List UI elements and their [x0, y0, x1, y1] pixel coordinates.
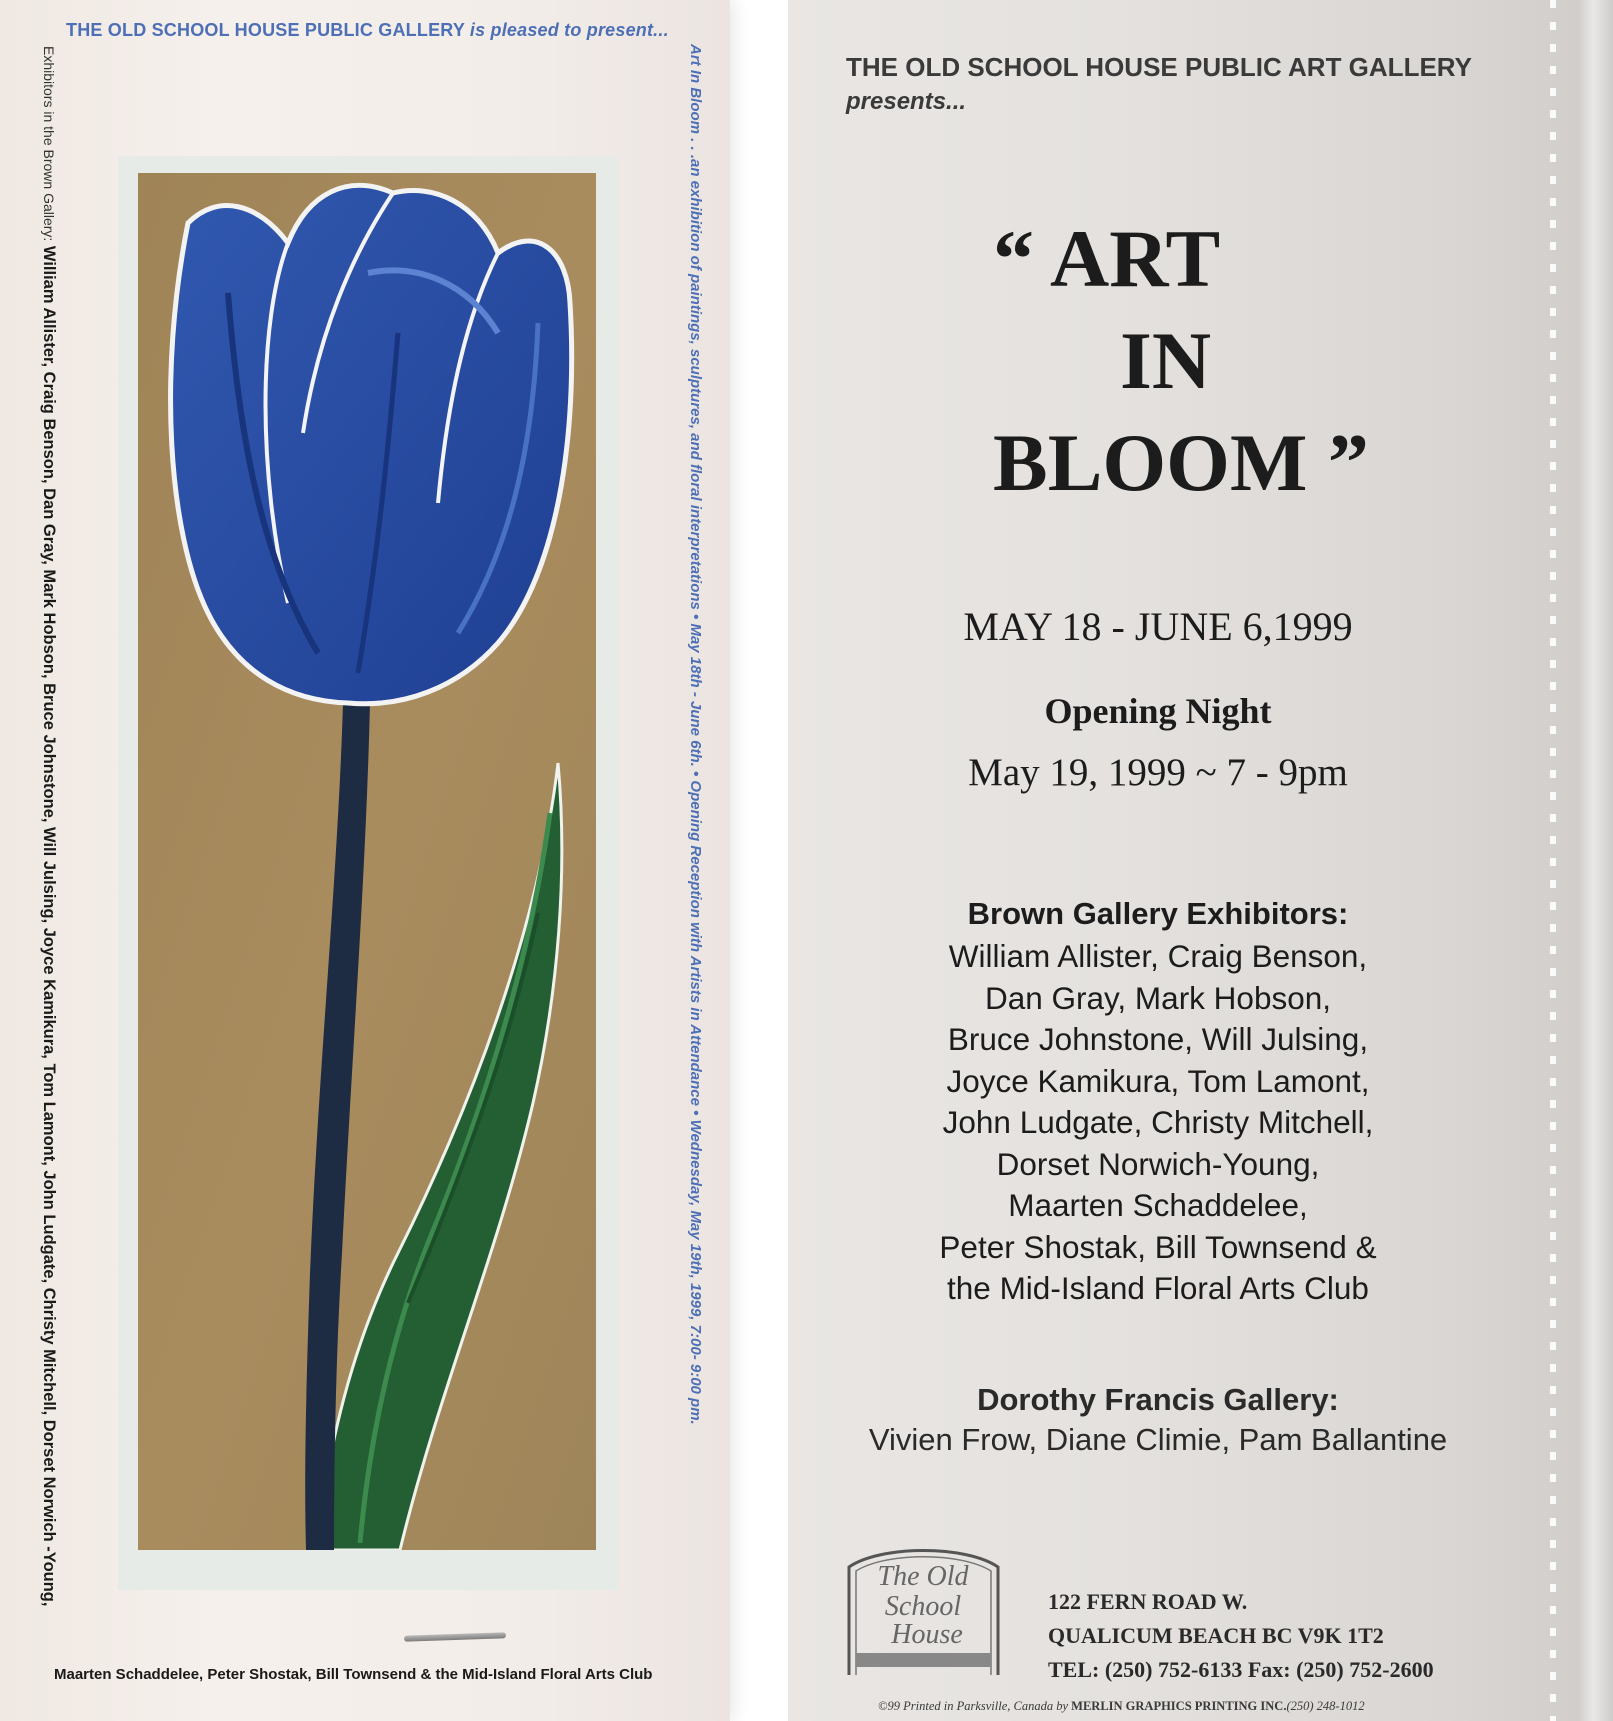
brochure-back — [788, 0, 1613, 1721]
opening-night-label: Opening Night — [1044, 691, 1272, 731]
tulip-flower — [171, 185, 572, 703]
front-header-gallery: THE OLD SCHOOL HOUSE PUBLIC GALLERY — [66, 20, 465, 40]
dorothy-francis-names: Vivien Frow, Diane Climie, Pam Ballantine — [868, 1422, 1448, 1457]
exhibitor-line: Dan Gray, Mark Hobson, — [984, 979, 1332, 1016]
exhibitor-line: William Allister, Craig Benson, — [948, 938, 1368, 974]
front-header — [66, 20, 716, 41]
printer-credit — [878, 1699, 1365, 1714]
plastic-sleeve-edge — [1550, 0, 1556, 1721]
tulip-artwork-icon — [138, 173, 596, 1550]
exhibitor-line: Bruce Johnstone, Will Julsing, — [947, 1021, 1369, 1057]
exhibitor-line: the Mid-Island Floral Arts Club — [947, 1270, 1369, 1306]
printer-company: MERLIN GRAPHICS PRINTING INC. — [1071, 1699, 1287, 1713]
front-side-names: William Allister, Craig Benson, Dan Gray, Mark Hobson, Bruce Johnstone, Will Julsing, Joyce Kamikura, Tom Lamont, John Ludgate, Christy Mitchell, Dorset Norwich -Young, — [40, 245, 58, 1607]
address-street: 122 FERN ROAD W. — [1048, 1589, 1248, 1614]
printer-prefix: ©99 Printed in Parksville, Canada by — [878, 1699, 1069, 1713]
exhibitor-line: John Ludgate, Christy Mitchell, — [942, 1104, 1374, 1140]
exhibitor-line: Peter Shostak, Bill Townsend & — [939, 1228, 1377, 1265]
old-school-house-logo-icon — [841, 1537, 1006, 1677]
exhibitor-line: Dorset Norwich-Young, — [996, 1145, 1320, 1182]
brown-gallery-label: Brown Gallery Exhibitors: — [967, 896, 1349, 931]
back-presents: presents... — [846, 88, 967, 115]
exhibitor-line: Maarten Schaddelee, — [1008, 1187, 1308, 1223]
title-line-3: BLOOM ” — [993, 417, 1369, 508]
front-bottom-exhibitors: Maarten Schaddelee, Peter Shostak, Bill Townsend & the Mid-Island Floral Arts Club — [54, 1666, 653, 1683]
front-side-exhibitors — [39, 46, 58, 1666]
address-phone: TEL: (250) 752-6133 Fax: (250) 752-2600 — [1048, 1657, 1434, 1682]
brown-gallery-names — [788, 936, 1528, 1310]
front-side-event-info: Art In Bloom . . .an exhibition of paintings, sculptures, and floral interpretations • May 18th - June 6th. • Opening Reception with Artists in Attendance • Wednesday, May 19th, 1999, 7:00- 9:00 pm. — [687, 44, 704, 1425]
logo-word-2: School — [884, 1591, 962, 1622]
title-line-2: IN — [1120, 315, 1212, 406]
exhibitor-line: Joyce Kamikura, Tom Lamont, — [946, 1062, 1370, 1099]
exhibition-dates: MAY 18 - JUNE 6,1999 — [963, 604, 1353, 649]
front-header-present: is pleased to present... — [469, 20, 669, 40]
brochure-front — [0, 0, 730, 1721]
dorothy-francis-label: Dorothy Francis Gallery: — [977, 1382, 1339, 1417]
plastic-sleeve-sheen — [1578, 0, 1613, 1721]
title-line-1: “ ART — [993, 213, 1221, 304]
logo-word-3: House — [891, 1619, 963, 1650]
logo-word-1: The Old — [877, 1561, 969, 1592]
staple — [404, 1632, 506, 1642]
printer-phone: (250) 248-1012 — [1286, 1699, 1365, 1713]
back-header: THE OLD SCHOOL HOUSE PUBLIC ART GALLERY — [846, 52, 1472, 82]
opening-night-time: May 19, 1999 ~ 7 - 9pm — [968, 751, 1348, 794]
front-side-label: Exhibitors in the Brown Gallery: — [41, 46, 57, 242]
address-city: QUALICUM BEACH BC V9K 1T2 — [1048, 1623, 1384, 1648]
